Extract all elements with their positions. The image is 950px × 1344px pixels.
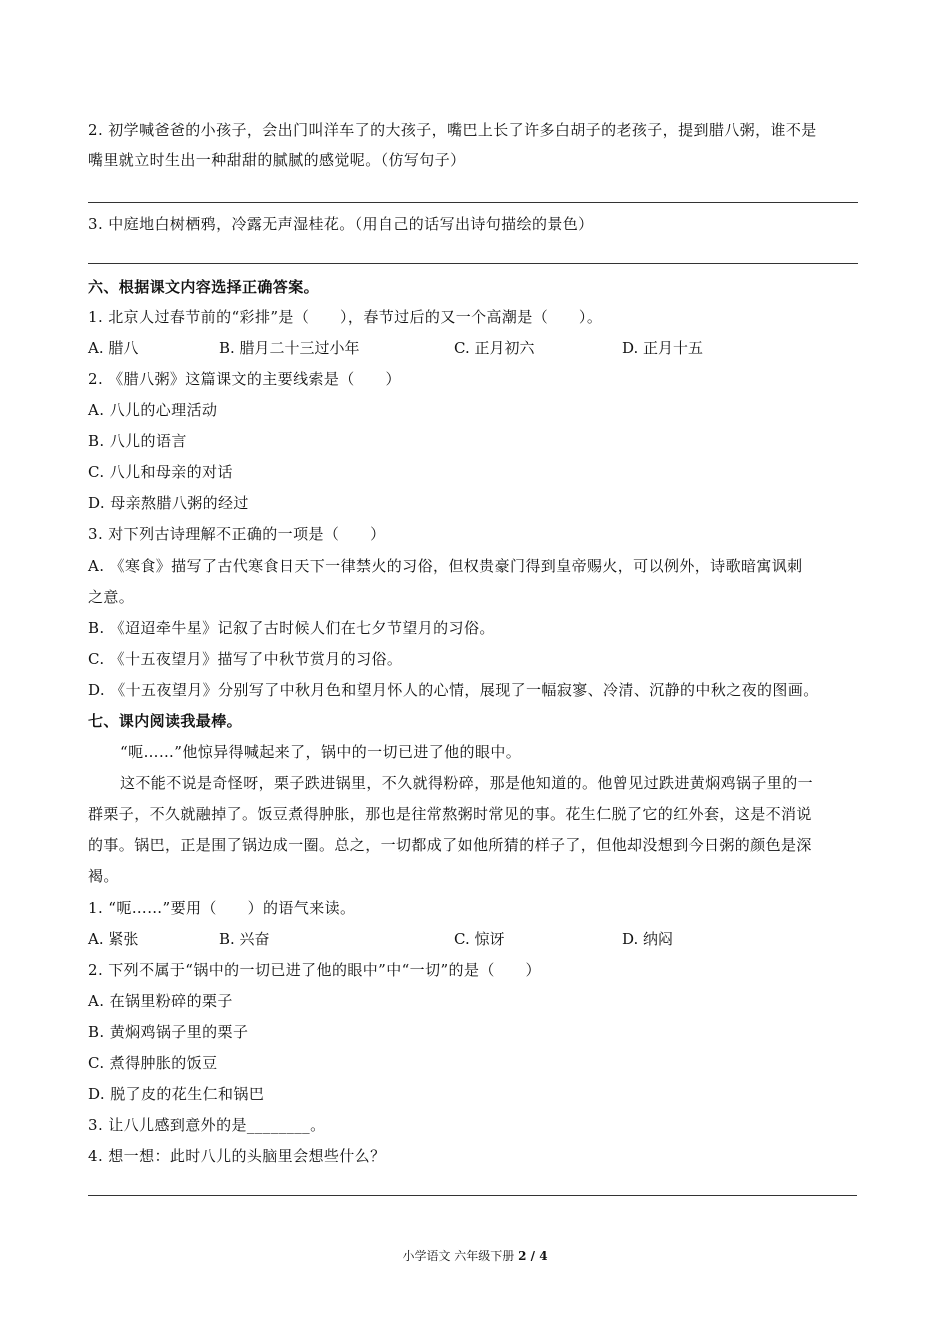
sec7-q2-option-a: A. 在锅里粉碎的栗子 — [88, 992, 233, 1010]
answer-line — [88, 1195, 857, 1196]
footer-course: 小学语文 六年级下册 — [402, 1249, 515, 1263]
sec6-q1-option-a: A. 腊八 — [88, 339, 139, 357]
sec5-q3: 3. 中庭地白树栖鸦，冷露无声湿桂花。（用自己的话写出诗句描绘的景色） — [88, 215, 594, 233]
passage-paragraph-2-line4: 褐。 — [88, 867, 119, 885]
sec6-q3-option-d: D. 《十五夜望月》分别写了中秋月色和望月怀人的心情，展现了一幅寂寥、冷清、沉静的中秋之夜的图画。 — [88, 681, 819, 699]
sec7-q2-option-d: D. 脱了皮的花生仁和锅巴 — [88, 1085, 265, 1103]
sec6-q2-option-d: D. 母亲熬腊八粥的经过 — [88, 494, 249, 512]
sec6-q3-option-a-line1: A. 《寒食》描写了古代寒食日天下一律禁火的习俗，但权贵豪门得到皇帝赐火，可以例外，诗歌暗寓讽刺 — [88, 557, 803, 575]
sec7-q2-option-b: B. 黄焖鸡锅子里的栗子 — [88, 1023, 249, 1041]
sec7-q3: 3. 让八儿感到意外的是________。 — [88, 1116, 326, 1134]
sec6-q3: 3. 对下列古诗理解不正确的一项是（ ） — [88, 525, 386, 543]
sec5-q2-line1: 2. 初学喊爸爸的小孩子，会出门叫洋车了的大孩子，嘴巴上长了许多白胡子的老孩子，提到腊八粥，谁不是 — [88, 121, 817, 139]
sec6-q2-option-b: B. 八儿的语言 — [88, 432, 187, 450]
sec6-q1-option-b: B. 腊月二十三过小年 — [219, 339, 360, 357]
section-heading-7: 七、课内阅读我最棒。 — [88, 712, 243, 730]
sec7-q2-option-c: C. 煮得肿胀的饭豆 — [88, 1054, 218, 1072]
passage-paragraph-2-line3: 的事。锅巴，正是围了锅边成一圈。总之，一切都成了如他所猜的样子了，但他却没想到今日粥的颜色是深 — [88, 836, 812, 854]
sec6-q3-option-b: B. 《迢迢牵牛星》记叙了古时候人们在七夕节望月的习俗。 — [88, 619, 495, 637]
sec7-q1-option-b: B. 兴奋 — [219, 930, 270, 948]
answer-line — [88, 202, 858, 203]
sec6-q2-option-c: C. 八儿和母亲的对话 — [88, 463, 233, 481]
answer-line — [88, 263, 858, 264]
sec6-q1-option-d: D. 正月十五 — [622, 339, 704, 357]
sec7-q2: 2. 下列不属于“锅中的一切已进了他的眼中”中“一切”的是（ ） — [88, 961, 541, 979]
sec6-q3-option-c: C. 《十五夜望月》描写了中秋节赏月的习俗。 — [88, 650, 403, 668]
sec6-q1: 1. 北京人过春节前的“彩排”是（ ），春节过后的又一个高潮是（ ）。 — [88, 308, 603, 326]
sec5-q2-line2: 嘴里就立时生出一种甜甜的腻腻的感觉呢。（仿写句子） — [88, 151, 466, 169]
section-heading-6: 六、根据课文内容选择正确答案。 — [88, 278, 320, 296]
sec6-q1-option-c: C. 正月初六 — [454, 339, 535, 357]
sec7-q1-option-d: D. 纳闷 — [622, 930, 674, 948]
sec7-q1-option-a: A. 紧张 — [88, 930, 139, 948]
sec6-q2-option-a: A. 八儿的心理活动 — [88, 401, 218, 419]
page-footer — [0, 1248, 950, 1264]
sec7-q4: 4. 想一想：此时八儿的头脑里会想些什么？ — [88, 1147, 386, 1165]
sec6-q2: 2. 《腊八粥》这篇课文的主要线索是（ ） — [88, 370, 401, 388]
passage-paragraph-2-line1: 这不能不说是奇怪呀，栗子跌进锅里，不久就得粉碎，那是他知道的。他曾见过跌进黄焖鸡锅子里的一 — [120, 774, 814, 792]
page-number: 2 / 4 — [518, 1249, 548, 1263]
passage-paragraph-2-line2: 群栗子，不久就融掉了。饭豆煮得肿胀，那也是往常熬粥时常见的事。花生仁脱了它的红外套，这是不消说 — [88, 805, 812, 823]
sec6-q3-option-a-line2: 之意。 — [88, 588, 135, 606]
sec7-q1: 1. “呃……”要用（ ）的语气来读。 — [88, 899, 356, 917]
sec7-q1-option-c: C. 惊讶 — [454, 930, 505, 948]
passage-paragraph-1: “呃……”他惊异得喊起来了，锅中的一切已进了他的眼中。 — [120, 743, 522, 761]
